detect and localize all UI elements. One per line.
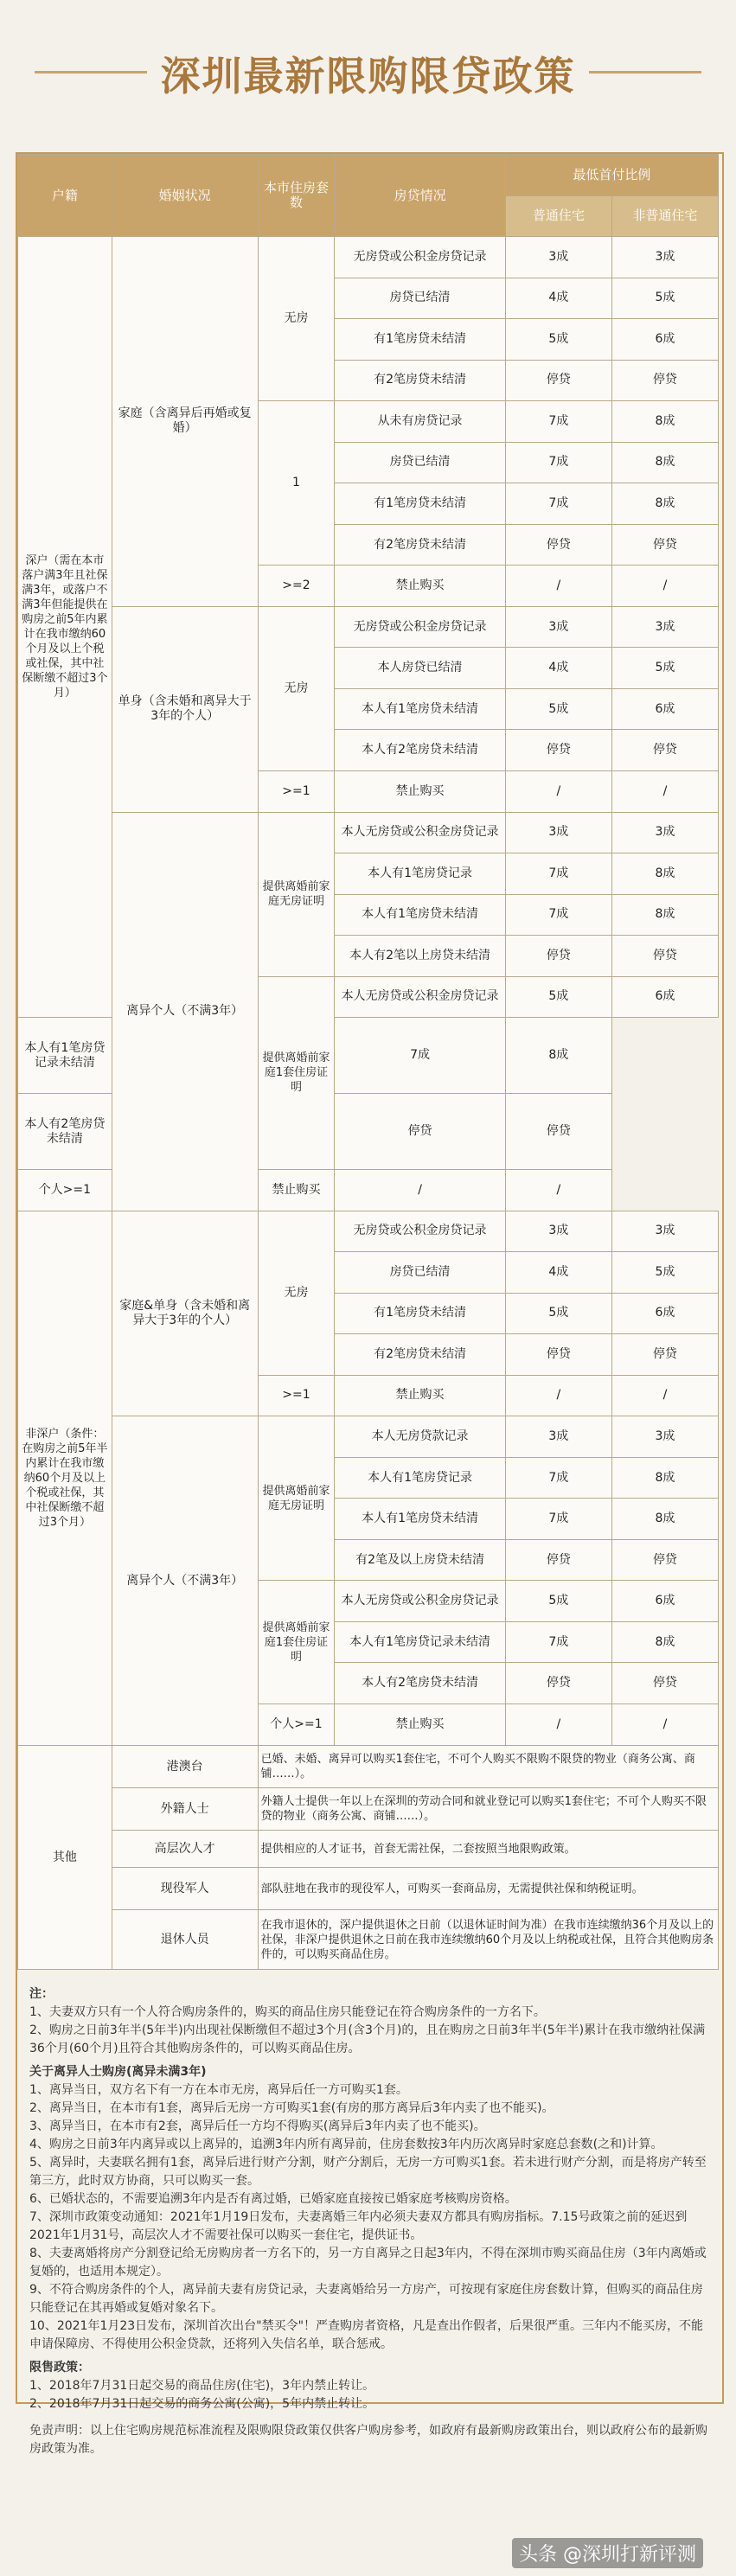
rate-cell: 3成 <box>611 812 718 853</box>
other-text: 部队驻地在我市的现役军人，可购买一套商品房，无需提供社保和纳税证明。 <box>258 1868 718 1910</box>
other-text: 在我市退休的，深户提供退休之日前（以退休证时间为准）在我市连续缴纳36个月及以上的社保，非深户提供退休之日前在我市连续缴纳60个月及以上纳税或社保，且符合其他购房条件的，可以购买商品住房。 <box>258 1910 718 1970</box>
rate-cell: 停贷 <box>505 524 611 566</box>
rate-cell: 4成 <box>505 1252 611 1294</box>
rate-cell: 3成 <box>505 1211 611 1252</box>
loan-cell: 本人有2笔以上房贷未结清 <box>335 936 505 977</box>
rate-cell: 7成 <box>505 894 611 936</box>
rate-cell: / <box>505 1170 611 1211</box>
loan-cell: 本人有1笔房贷记录未结清 <box>335 1621 505 1663</box>
label-div-oneproof: 提供离婚前家庭1套住房证明 <box>258 976 335 1169</box>
header-min-down: 最低首付比例 <box>505 155 718 196</box>
rate-cell: 停贷 <box>505 1334 611 1376</box>
rate-cell: 4成 <box>505 648 611 689</box>
table-row <box>18 1910 719 1970</box>
loan-cell: 本人无房贷或公积金房贷记录 <box>335 812 505 853</box>
note-item: 2、2018年7月31日起交易的商务公寓(公寓)，5年内禁止转让。 <box>29 2397 375 2411</box>
loan-cell: 从未有房贷记录 <box>335 401 505 443</box>
note-item: 1、离异当日，双方名下有一方在本市无房，离异后任一方可购买1套。 <box>29 2083 408 2097</box>
rate-cell: 5成 <box>611 278 718 319</box>
rate-cell: 8成 <box>611 401 718 443</box>
label-div-oneproof: 提供离婚前家庭1套住房证明 <box>258 1581 335 1704</box>
loan-cell: 有1笔房贷未结清 <box>335 319 505 361</box>
other-type: 港澳台 <box>112 1746 258 1788</box>
label-div-noproof: 提供离婚前家庭无房证明 <box>258 812 335 976</box>
table-row <box>18 237 719 278</box>
rate-cell: 8成 <box>505 1018 611 1094</box>
page-title: 深圳最新限购限贷政策 <box>160 53 576 99</box>
loan-cell: 禁止购买 <box>335 1703 505 1745</box>
rate-cell: 3成 <box>611 237 718 278</box>
rate-cell: 3成 <box>611 1416 718 1458</box>
rate-cell: 7成 <box>505 853 611 895</box>
rate-cell: 7成 <box>335 1018 505 1094</box>
rate-cell: 6成 <box>611 319 718 361</box>
table-row <box>18 1211 719 1252</box>
loan-cell: 房贷已结清 <box>335 1252 505 1294</box>
note-item: 2、购房之日前3年半(5年半)内出现社保断缴但不超过3个月(含3个月)的，且在购房之日前3年半(5年半)累计在我市缴纳社保满36个月(60个月)且符合其他购房条件的，可以购买商品住房。 <box>29 2023 706 2055</box>
rate-cell: / <box>505 1375 611 1416</box>
label-divorced: 离异个人（不满3年） <box>112 1416 258 1746</box>
header-ordinary: 普通住宅 <box>505 195 611 237</box>
rate-cell: 停贷 <box>335 1094 505 1170</box>
rate-cell: / <box>505 770 611 812</box>
other-text: 提供相应的人才证书，首套无需社保，二套按照当地限购政策。 <box>258 1831 718 1868</box>
loan-cell: 禁止购买 <box>335 770 505 812</box>
rate-cell: 停贷 <box>505 1539 611 1581</box>
label-single: 单身（含未婚和离异大于3年的个人） <box>112 606 258 812</box>
rate-cell: 3成 <box>505 237 611 278</box>
note-item: 10、2021年1月23日发布，深圳首次出台"禁买令"！严查购房者资格，凡是查出作假者，后果很严重。三年内不能买房，不能申请保障房、不得使用公积金贷款，还将列入失信名单，联合惩戒。 <box>29 2319 704 2351</box>
rate-cell: 5成 <box>505 1581 611 1622</box>
rate-cell: 8成 <box>611 853 718 895</box>
resale-heading: 限售政策： <box>29 2361 90 2375</box>
note-item: 7、深圳市政策变动通知：2021年1月19日发布，夫妻离婚三年内必须夫妻双方都具有购房指标。7.15号政策之前的延迟到2021年1月31号，高层次人才不需要社保可以购买一套住宅，提供证书。 <box>29 2210 688 2242</box>
rate-cell: 7成 <box>505 483 611 525</box>
label-family: 家庭（含离异后再婚或复婚） <box>112 237 258 607</box>
loan-cell: 禁止购买 <box>335 566 505 607</box>
rate-cell: 7成 <box>505 401 611 443</box>
other-type: 高层次人才 <box>112 1831 258 1868</box>
rate-cell: 6成 <box>611 688 718 730</box>
header-huji: 户籍 <box>18 155 112 237</box>
rate-cell: / <box>611 1375 718 1416</box>
loan-cell: 本人有1笔房贷未结清 <box>335 894 505 936</box>
table-row <box>18 1788 719 1831</box>
loan-cell: 本人有2笔房贷未结清 <box>18 1094 112 1170</box>
disclaimer: 免责声明：以上住宅购房规范标准流程及限购限贷政策仅供客户购房参考，如政府有最新购房政策出台，则以政府公布的最新购房政策为准。 <box>29 2424 707 2456</box>
rate-cell: 6成 <box>611 1293 718 1334</box>
rate-cell: 6成 <box>611 1581 718 1622</box>
rate-cell: 5成 <box>505 976 611 1018</box>
rate-cell: 3成 <box>505 812 611 853</box>
rate-cell: 停贷 <box>505 936 611 977</box>
label-one-house: 1 <box>258 401 335 566</box>
header-non-ordinary: 非普通住宅 <box>611 195 718 237</box>
watermark: 头条 @深圳打新评测 <box>512 2538 703 2568</box>
loan-cell: 禁止购买 <box>258 1170 335 1211</box>
loan-cell: 本人房贷已结清 <box>335 648 505 689</box>
rate-cell: 5成 <box>505 1293 611 1334</box>
rate-cell: 停贷 <box>611 936 718 977</box>
notes-heading: 注： <box>29 1987 54 2001</box>
table-row <box>18 812 719 853</box>
loan-cell: 有1笔房贷未结清 <box>335 1293 505 1334</box>
rate-cell: 3成 <box>611 1211 718 1252</box>
rate-cell: 8成 <box>611 1499 718 1540</box>
rate-cell: 停贷 <box>611 360 718 401</box>
rate-cell: 3成 <box>611 606 718 648</box>
note-item: 9、不符合购房条件的个人，离异前夫妻有房贷记录，夫妻离婚给另一方房产，可按现有家庭住房套数计算，但购买的商品住房只能登记在其再婚或复婚对象名下。 <box>29 2283 703 2315</box>
loan-cell: 本人有2笔房贷未结清 <box>335 1663 505 1704</box>
table-row <box>18 1416 719 1458</box>
other-type: 退休人员 <box>112 1910 258 1970</box>
rate-cell: 4成 <box>505 278 611 319</box>
label-divorced: 离异个人（不满3年） <box>112 812 258 1211</box>
rate-cell: 停贷 <box>505 360 611 401</box>
label-other: 其他 <box>18 1746 112 1970</box>
rate-cell: 5成 <box>505 688 611 730</box>
other-text: 外籍人士提供一年以上在深圳的劳动合同和就业登记可以购买1套住宅；不可个人购买不限贷的物业（商务公寓、商铺……）。 <box>258 1788 718 1831</box>
rate-cell: 8成 <box>611 483 718 525</box>
rate-cell: / <box>611 1703 718 1745</box>
label-no-house: 无房 <box>258 606 335 770</box>
note-item: 6、已婚状态的，不需要追溯3年内是否有离过婚，已婚家庭直接按已婚家庭考核购房资格。 <box>29 2192 517 2206</box>
note-item: 8、夫妻离婚将房产分割登记给无房购房者一方名下的，另一方自离异之日起3年内，不得在深圳市购买商品住房（3年内离婚或复婚的，也适用本规定）。 <box>29 2247 707 2279</box>
rate-cell: 6成 <box>611 976 718 1018</box>
table-row <box>18 606 719 648</box>
header-marriage: 婚姻状况 <box>112 155 258 237</box>
rate-cell: / <box>611 770 718 812</box>
note-item: 1、夫妻双方只有一个人符合购房条件的，购买的商品住房只能登记在符合购房条件的一方名下。 <box>29 2005 546 2019</box>
rate-cell: 停贷 <box>611 730 718 771</box>
loan-cell: 房贷已结清 <box>335 442 505 483</box>
rate-cell: 停贷 <box>611 524 718 566</box>
rate-cell: 8成 <box>611 1457 718 1499</box>
rate-cell: 停贷 <box>611 1539 718 1581</box>
rate-cell: 3成 <box>505 606 611 648</box>
loan-cell: 有1笔房贷未结清 <box>335 483 505 525</box>
rate-cell: 8成 <box>611 442 718 483</box>
label-personal-gte1: 个人>=1 <box>18 1170 112 1211</box>
note-item: 5、离异时，夫妻联名拥有1套，离异后进行财产分割，财产分割后，无房一方可购买1套。若未进行财产分割，而是将房产转至第三方，此时双方协商，只可以购买一套。 <box>29 2156 707 2188</box>
loan-cell: 无房贷或公积金房贷记录 <box>335 1211 505 1252</box>
divorce-heading: 关于离异人士购房(离异未满3年) <box>29 2065 207 2079</box>
other-type: 外籍人士 <box>112 1788 258 1831</box>
label-div-noproof: 提供离婚前家庭无房证明 <box>258 1416 335 1581</box>
rate-cell: 5成 <box>611 1252 718 1294</box>
header-loan: 房贷情况 <box>335 155 505 237</box>
loan-cell: 本人无房贷款记录 <box>335 1416 505 1458</box>
loan-cell: 本人有1笔房贷未结清 <box>335 688 505 730</box>
label-no-house: 无房 <box>258 237 335 401</box>
label-non-sz-huji: 非深户（条件：在购房之前5年半内累计在我市缴纳60个月及以上个税或社保，其中社保断缴不超过3个月） <box>18 1211 112 1745</box>
loan-cell: 本人无房贷或公积金房贷记录 <box>335 1581 505 1622</box>
rate-cell: / <box>335 1170 505 1211</box>
header-houses: 本市住房套数 <box>258 155 335 237</box>
rate-cell: 停贷 <box>505 1094 611 1170</box>
loan-cell: 本人有1笔房贷记录 <box>335 1457 505 1499</box>
rate-cell: 停贷 <box>505 1663 611 1704</box>
loan-cell: 禁止购买 <box>335 1375 505 1416</box>
label-personal-gte1: 个人>=1 <box>258 1703 335 1745</box>
label-family-single: 家庭&单身（含未婚和离异大于3年的个人） <box>112 1211 258 1416</box>
header <box>0 0 736 147</box>
loan-cell: 有2笔及以上房贷未结清 <box>335 1539 505 1581</box>
loan-cell: 有2笔房贷未结清 <box>335 1334 505 1376</box>
label-no-house: 无房 <box>258 1211 335 1375</box>
loan-cell: 本人有1笔房贷未结清 <box>335 1499 505 1540</box>
note-item: 3、离异当日，在本市有2套，离异后任一方均不得购买(离异后3年内卖了也不能买)。 <box>29 2119 486 2133</box>
label-gte1: >=1 <box>258 1375 335 1416</box>
label-gte2: >=2 <box>258 566 335 607</box>
rate-cell: 停贷 <box>505 730 611 771</box>
loan-cell: 无房贷或公积金房贷记录 <box>335 606 505 648</box>
rate-cell: 7成 <box>505 442 611 483</box>
other-text: 已婚、未婚、离异可以购买1套住宅，不可个人购买不限购不限贷的物业（商务公寓、商铺……）。 <box>258 1746 718 1788</box>
rate-cell: 停贷 <box>611 1334 718 1376</box>
label-gte1: >=1 <box>258 770 335 812</box>
loan-cell: 无房贷或公积金房贷记录 <box>335 237 505 278</box>
rate-cell: 8成 <box>611 1621 718 1663</box>
loan-cell: 有2笔房贷未结清 <box>335 360 505 401</box>
table-header-row <box>18 155 719 196</box>
rate-cell: 5成 <box>505 319 611 361</box>
rate-cell: 7成 <box>505 1457 611 1499</box>
note-item: 4、购房之日前3年内离异或以上离异的，追溯3年内所有离异前，住房套数按3年内历次离异时家庭总套数(之和)计算。 <box>29 2138 663 2151</box>
rate-cell: 5成 <box>611 648 718 689</box>
rate-cell: 7成 <box>505 1621 611 1663</box>
rate-cell: / <box>505 566 611 607</box>
rate-cell: / <box>505 1703 611 1745</box>
label-sz-huji: 深户（需在本市落户满3年且社保满3年，或落户不满3年但能提供在购房之前5年内累计在我市缴纳60个月及以上个税或社保，其中社保断缴不超过3个月） <box>18 237 112 1018</box>
other-type: 现役军人 <box>112 1868 258 1910</box>
loan-cell: 有2笔房贷未结清 <box>335 524 505 566</box>
loan-cell: 本人有1笔房贷记录未结清 <box>18 1018 112 1094</box>
notes-section <box>29 1980 713 2458</box>
rate-cell: 7成 <box>505 1499 611 1540</box>
loan-cell: 房贷已结清 <box>335 278 505 319</box>
loan-cell: 本人无房贷或公积金房贷记录 <box>335 976 505 1018</box>
rate-cell: / <box>611 566 718 607</box>
rate-cell: 3成 <box>505 1416 611 1458</box>
note-item: 2、离异当日，在本市有1套，离异后无房一方可购买1套(有房的那方离异后3年内卖了也不能买)。 <box>29 2101 554 2115</box>
rate-cell: 停贷 <box>611 1663 718 1704</box>
loan-cell: 本人有2笔房贷未结清 <box>335 730 505 771</box>
table-row <box>18 1746 719 1788</box>
table-row <box>18 1831 719 1868</box>
note-item: 1、2018年7月31日起交易的商品住房(住宅)，3年内禁止转让。 <box>29 2379 375 2393</box>
title-rule-right <box>589 71 701 74</box>
loan-cell: 本人有1笔房贷记录 <box>335 853 505 895</box>
rate-cell: 8成 <box>611 894 718 936</box>
policy-table <box>17 154 719 1970</box>
table-row <box>18 1868 719 1910</box>
